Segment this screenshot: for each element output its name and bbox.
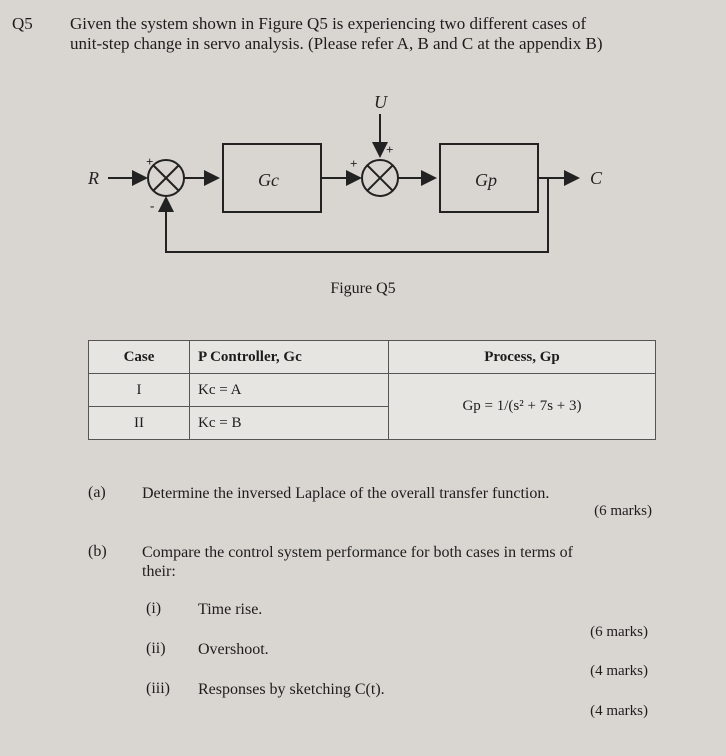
- question-number: Q5: [12, 14, 33, 33]
- part-b-ii-marks: (4 marks): [590, 663, 648, 679]
- sum2-plus-left-sign: +: [350, 156, 358, 171]
- process-label: Gp: [475, 170, 497, 190]
- output-label: C: [590, 168, 603, 188]
- part-b-ii-label: (ii): [146, 640, 166, 657]
- table-row: [89, 374, 656, 407]
- part-b-label: (b): [88, 543, 107, 560]
- part-b-iii-text: Responses by sketching C(t).: [198, 681, 385, 698]
- part-a-marks: (6 marks): [594, 503, 652, 519]
- cases-table: [88, 340, 656, 440]
- controller-label: Gc: [258, 170, 279, 190]
- figure-caption: Figure Q5: [330, 280, 396, 297]
- part-b-ii-text: Overshoot.: [198, 641, 269, 658]
- block-diagram: [78, 86, 638, 286]
- case-cell: II: [89, 407, 190, 440]
- sum2-plus-top-sign: +: [386, 142, 394, 157]
- disturbance-label: U: [374, 92, 387, 112]
- case-cell: I: [89, 374, 190, 407]
- sum1-plus-sign: +: [146, 154, 154, 169]
- input-label: R: [88, 168, 99, 188]
- controller-cell: Kc = A: [190, 374, 389, 407]
- part-b-iii-marks: (4 marks): [590, 703, 648, 719]
- header-case: Case: [89, 341, 190, 374]
- header-controller: P Controller, Gc: [190, 341, 389, 374]
- controller-cell: Kc = B: [190, 407, 389, 440]
- part-a-label: (a): [88, 484, 106, 501]
- part-b-text: [142, 543, 652, 581]
- part-b-i-text: Time rise.: [198, 601, 263, 618]
- part-b-i-label: (i): [146, 600, 162, 617]
- part-a-text: Determine the inversed Laplace of the overall transfer function.: [142, 485, 550, 502]
- process-cell: Gp = 1/(s² + 7s + 3): [389, 374, 656, 440]
- part-b-iii-label: (iii): [146, 680, 170, 697]
- question-text: [70, 14, 680, 54]
- part-b-text-line2: their:: [142, 563, 176, 580]
- question-text-line1: Given the system shown in Figure Q5 is experiencing two different cases of: [70, 14, 587, 33]
- question-text-line2: unit-step change in servo analysis. (Please refer A, B and C at the appendix B): [70, 34, 603, 53]
- header-process: Process, Gp: [389, 341, 656, 374]
- part-b-i-marks: (6 marks): [590, 624, 648, 640]
- part-b-text-line1: Compare the control system performance for both cases in terms of: [142, 544, 573, 561]
- sum1-minus-sign: -: [150, 198, 155, 213]
- table-header-row: [89, 341, 656, 374]
